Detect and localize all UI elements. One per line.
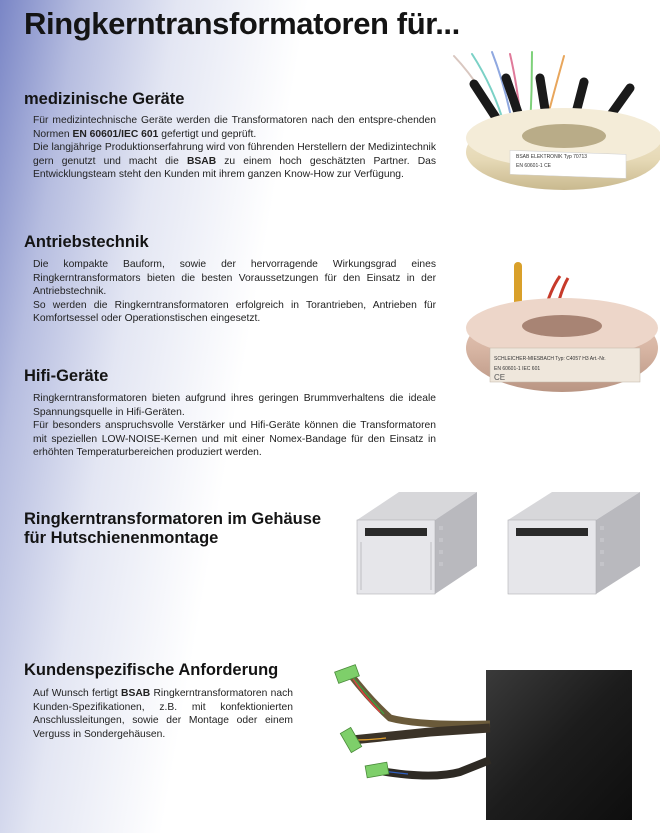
toroid1-label-line1: BSAB ELEKTRONIK Typ 70713	[516, 154, 588, 160]
brand-name: BSAB	[186, 155, 217, 167]
toroid2-label-line1: SCHLEICHER-MIESBACH Typ: C4057 H3 Art.-Nr.	[494, 356, 606, 362]
heading-medizinische-geraete: medizinische Geräte	[24, 90, 185, 108]
page-title: Ringkerntransformatoren für...	[24, 6, 460, 41]
heading-antriebstechnik: Antriebstechnik	[24, 233, 149, 251]
toroid2-ce-mark: CE	[494, 373, 506, 382]
custom-potted-housing-image	[330, 660, 636, 824]
toroid-transformer-drive-image	[464, 256, 662, 404]
text-antriebstechnik: Die kompakte Bauform, sowie der hervorragende Wirkungsgrad eines Ringkerntransformators bieten die besten Voraussetzungen für den Einsatz in der Antriebstechnik. So werden die Ringkerntransformatoren erfolgreich in Torantrieben, Antrieben für Komfortsessel oder Operationstischen eingesetzt.	[33, 259, 436, 325]
heading-hifi-geraete: Hifi-Geräte	[24, 367, 109, 385]
toroid1-label-line2: EN 60601-1 CE	[516, 163, 552, 169]
text-medizinische-geraete: Für medizintechnische Geräte werden die Transformatoren nach den entspre-chenden Normen EN 60601/IEC 601 gefertigt und geprüft. Die langjährige Produktionserfahrung wird von führenden Herstellern der Medizintechnik gern genutzt und macht die BSAB zu einem hoch geschätzten Partner. Das Entwicklungsteam steht den Kunden mit ihrem ganzen Know-How zur Verfügung.	[33, 115, 437, 181]
heading-kundenspezifisch: Kundenspezifische Anforderung	[24, 661, 279, 679]
brand-name-2: BSAB	[121, 688, 151, 699]
toroid-transformer-wires-image	[444, 48, 660, 196]
din-rail-housing-image-right	[500, 486, 650, 596]
norm-reference: EN 60601/IEC 601	[72, 128, 159, 140]
din-rail-housing-image-left	[347, 486, 487, 598]
heading-gehaeuse-hutschiene: Ringkerntransformatoren im Gehäuse für Hutschienenmontage	[24, 510, 322, 547]
text-hifi-geraete: Ringkerntransformatoren bieten aufgrund ihres geringen Brummverhaltens die ideale Spannungsquelle in Hifi-Geräten. Für besonders anspruchsvolle Verstärker und Hifi-Geräte können die Transformatoren mit speziellen LOW-NOISE-Kernen und mit einer Nomex-Bandage für den Einsatz in erhöhten Temperaturbereichen produziert werden.	[33, 393, 436, 459]
text-kundenspezifisch: Auf Wunsch fertigt BSAB Ringkerntransformatoren nach Kunden-Spezifikationen, z.B. mit konfektionierten Anschlussleitungen, sowie der Montage oder einem Verguss in Sondergehäusen.	[33, 688, 293, 740]
toroid2-label-line2: EN 60601-1 IEC 601	[494, 366, 541, 372]
